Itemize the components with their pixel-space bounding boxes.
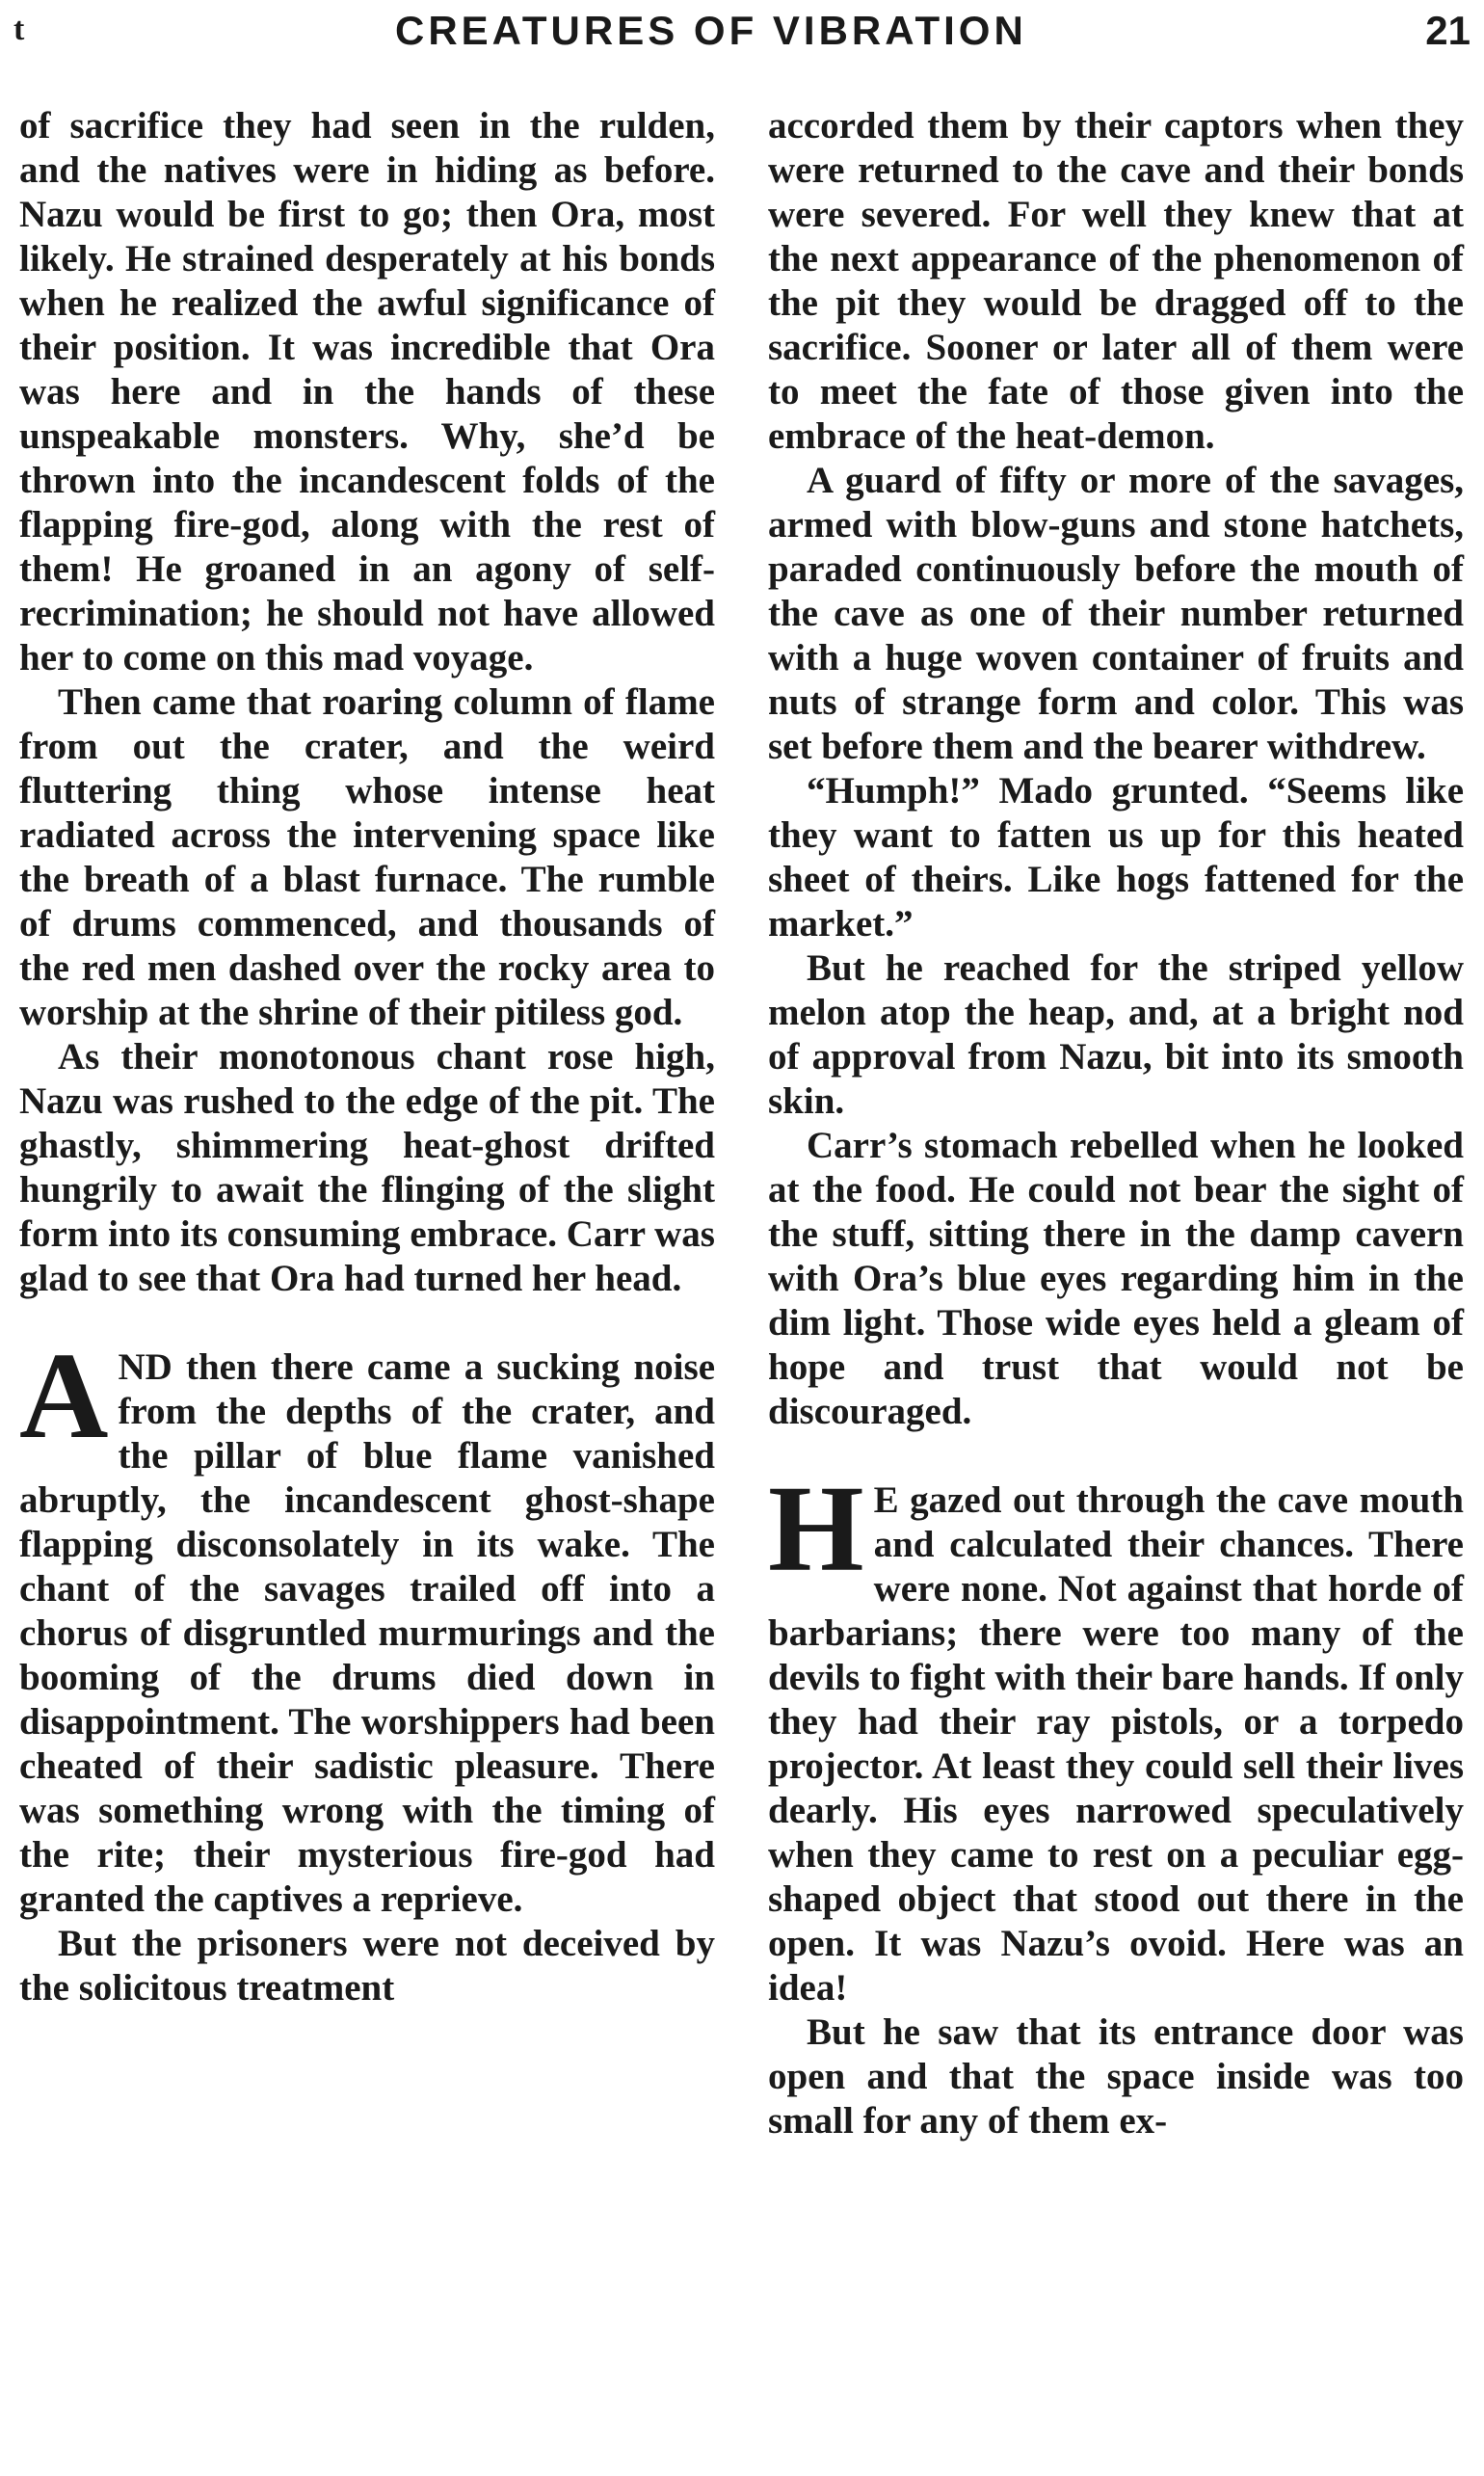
paragraph: Then came that roaring column of flame from out the crater, and the weird fluttering thing whose intense heat radiated across the intervening space like the breath of a blast furnace. The rumble of drums commenced, and thousands of the red men dashed over the rocky area to worship at the shrine of their pitiless god. [19,681,715,1033]
paragraph: accorded them by their captors when they were returned to the cave and their bonds were severed. For well they knew that at the next appearance of the phenomenon of the pit they would be dragged off to the sacrifice. Sooner or later all of them were to meet the fate of those given into the embrace of the heat-demon. [768,105,1464,457]
page-number: 21 [1425,8,1471,53]
section-paragraph [19,1327,715,1922]
running-title: CREATURES OF VIBRATION [395,8,1027,53]
header-mark: t [13,12,25,47]
paragraph: But he reached for the striped yellow melon atop the heap, and, at a bright nod of approval from Nazu, bit into its smooth skin. [768,947,1464,1122]
paragraph: Carr’s stomach rebelled when he looked at the food. He could not bear the sight of the stuff, sitting there in the damp cavern with Ora’s blue eyes regarding him in the dim light. Those wide eyes held a gleam of hope and trust that would not be discouraged. [768,1125,1464,1432]
paragraph: “Humph!” Mado grunted. “Seems like they want to fatten us up for this heated sheet of theirs. Like hogs fattened for the market.” [768,770,1464,945]
paragraph: As their monotonous chant rose high, Nazu was rushed to the edge of the pit. The ghastly, shimmering heat-ghost drifted hungrily to await the flinging of the slight form into its consuming embrace. Carr was glad to see that Ora had turned her head. [19,1036,715,1299]
paragraph-text: ND then there came a sucking noise from the depths of the crater, and the pillar of blue flame vanished abruptly, the incandescent ghost-shape flapping disconsolately in its wake. The chant of the savages trailed off into a chorus of disgruntled murmurings and the booming of the drums died down in disappointment. The worshippers had been cheated of their sadistic pleasure. There was something wrong with the timing of the rite; their mysterious fire-god had granted the captives a reprieve. [19,1346,715,1920]
paragraph: of sacrifice they had seen in the rulden, and the natives were in hiding as before. Nazu would be first to go; then Ora, most likely. He strained desperately at his bonds when he realized the awful significance of their position. It was incredible that Ora was here and in the hands of these unspeakable monsters. Why, she’d be thrown into the incandescent folds of the flapping fire-god, along with the rest of them! He groaned in an agony of self-recrimination; he should not have allowed her to come on this mad voyage. [19,105,715,679]
paragraph: But the prisoners were not deceived by the solicitous treatment [19,1923,715,2009]
paragraph: A guard of fifty or more of the savages, armed with blow-guns and stone hatchets, paraded continuously before the mouth of the cave as one of their number returned with a huge woven container of fruits and nuts of strange form and color. This was set before them and the bearer withdrew. [768,460,1464,767]
right-column [768,104,1464,2143]
drop-cap: H [768,1460,864,1597]
left-column [19,104,715,2010]
drop-cap: A [19,1327,109,1464]
running-header [0,4,1484,64]
paragraph-text: E gazed out through the cave mouth and calculated their chances. There were none. Not against that horde of barbarians; there were too many of the devils to fight with their bare hands. If only they had their ray pistols, or a torpedo projector. At least they could sell their lives dearly. His eyes narrowed speculatively when they came to rest on a peculiar egg-shaped object that stood out there in the open. It was Nazu’s ovoid. Here was an idea! [768,1479,1464,2009]
paragraph: But he saw that its entrance door was open and that the space inside was too small for any of them ex- [768,2011,1464,2142]
section-paragraph [768,1460,1464,2010]
